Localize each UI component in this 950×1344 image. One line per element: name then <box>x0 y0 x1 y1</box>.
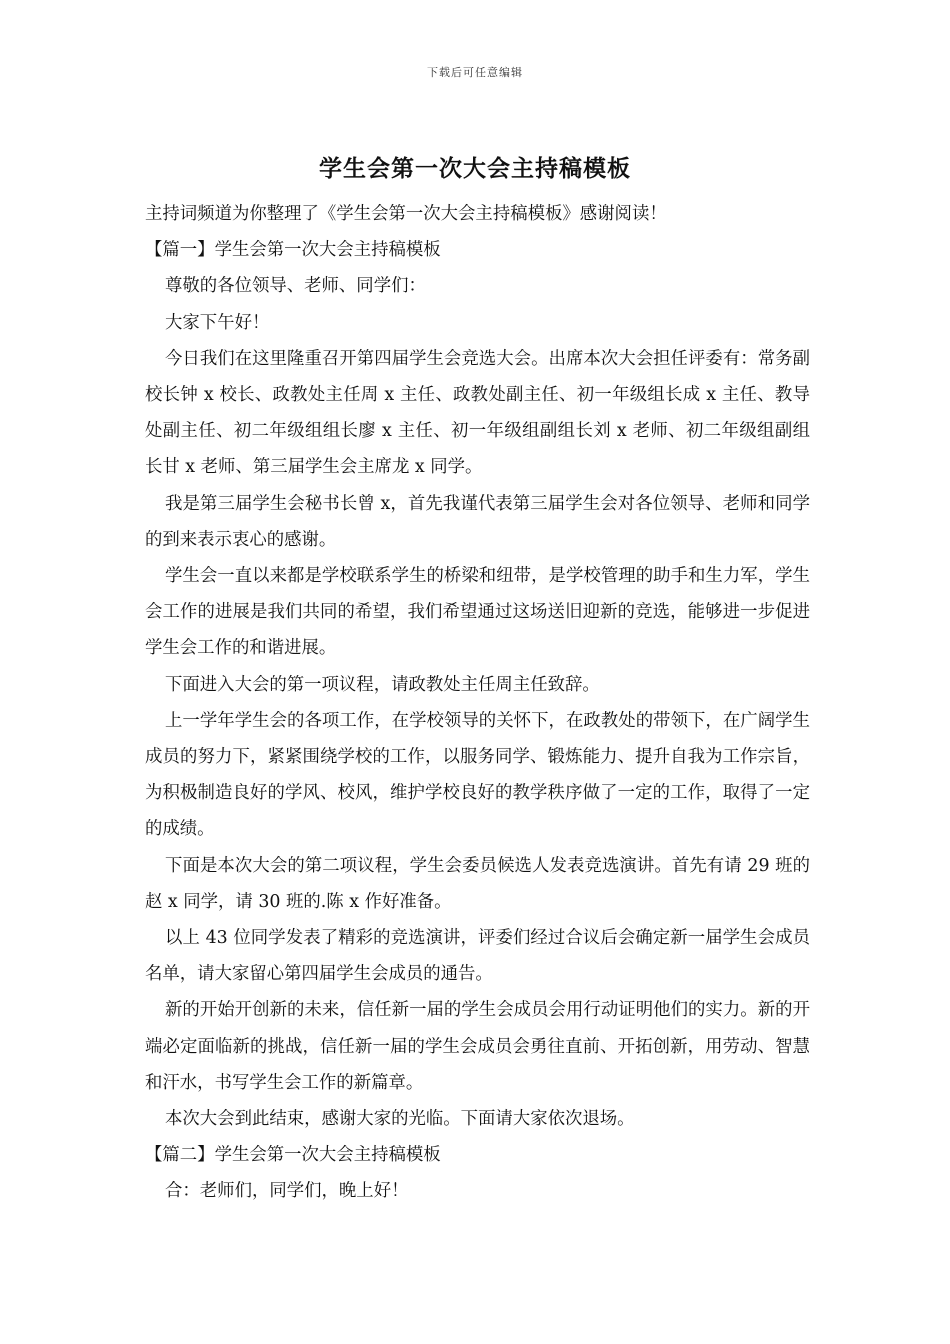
section-heading: 【篇一】学生会第一次大会主持稿模板 <box>145 240 441 261</box>
paragraph: 尊敬的各位领导、老师、同学们： <box>165 276 426 297</box>
paragraph: 本次大会到此结束，感谢大家的光临。下面请大家依次退场。 <box>165 1109 635 1130</box>
paragraph: 上一学年学生会的各项工作，在学校领导的关怀下，在政教处的带领下，在广阔学生成员的努力下，紧紧围绕学校的工作，以服务同学、锻炼能力、提升自我为工作宗旨，为积极制造良好的学风、校风，维护学校良好的教学秩序做了一定的工作，取得了一定的成绩。 <box>145 710 810 840</box>
section-heading: 【篇二】学生会第一次大会主持稿模板 <box>145 1145 441 1166</box>
paragraph: 下面进入大会的第一项议程，请政教处主任周主任致辞。 <box>165 674 600 695</box>
header-note: 下载后可任意编辑 <box>427 66 523 79</box>
paragraph: 以上 43 位同学发表了精彩的竞选演讲，评委们经过合议后会确定新一届学生会成员名单，请大家留心第四届学生会成员的通告。 <box>145 928 810 985</box>
paragraph: 今日我们在这里隆重召开第四届学生会竞选大会。出席本次大会担任评委有：常务副校长钟 x 校长、政教处主任周 x 主任、政教处副主任、初一年级组长成 x 主任、教导处副主任、初二年级组组长廖 x 主任、初一年级组副组长刘 x 老师、初二年级组副组长甘 x 老师、第三届学生会主席龙 x 同学。 <box>145 348 810 478</box>
paragraph: 新的开始开创新的未来，信任新一届的学生会成员会用行动证明他们的实力。新的开端必定面临新的挑战，信任新一届的学生会成员会勇往直前、开拓创新，用劳动、智慧和汗水，书写学生会工作的新篇章。 <box>145 1000 810 1093</box>
paragraph: 下面是本次大会的第二项议程，学生会委员候选人发表竞选演讲。首先有请 29 班的赵 x 同学，请 30 班的.陈 x 作好准备。 <box>145 855 810 912</box>
document-title: 学生会第一次大会主持稿模板 <box>319 155 631 182</box>
document-body <box>145 196 810 1210</box>
paragraph: 合：老师们，同学们，晚上好！ <box>165 1181 409 1202</box>
intro-paragraph: 主持词频道为你整理了《学生会第一次大会主持稿模板》感谢阅读！ <box>145 204 667 224</box>
paragraph: 我是第三届学生会秘书长曾 x，首先我谨代表第三届学生会对各位领导、老师和同学的到来表示衷心的感谢。 <box>145 493 810 550</box>
paragraph: 学生会一直以来都是学校联系学生的桥梁和纽带，是学校管理的助手和生力军，学生会工作的进展是我们共同的希望，我们希望通过这场送旧迎新的竞选，能够进一步促进学生会工作的和谐进展。 <box>145 566 810 659</box>
paragraph: 大家下午好！ <box>165 312 270 333</box>
